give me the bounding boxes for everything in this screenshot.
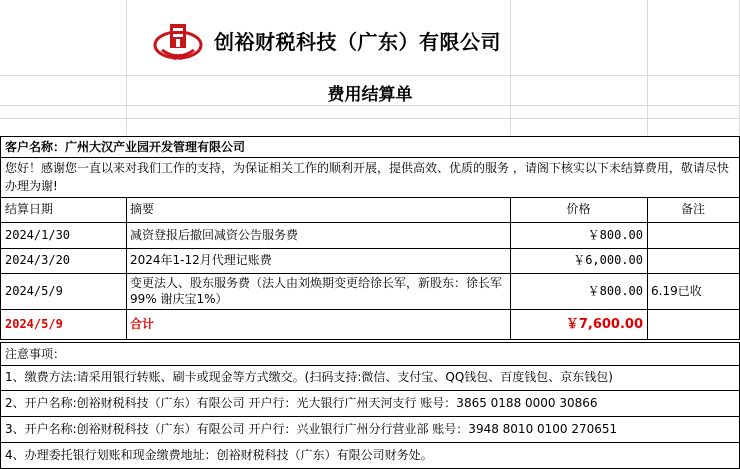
document-title: 费用结算单 [327, 84, 413, 105]
greeting-text: 您好！感谢您一直以来对我们工作的支持，为保证相关工作的顺利开展，提供高效、优质的服务 ，请阁下核实以下未结算费用，敬请尽快办理为谢! [0, 157, 740, 198]
gridline [510, 0, 511, 135]
table-row [0, 248, 740, 274]
header-remark: 备注 [647, 197, 740, 223]
note-row [0, 442, 740, 469]
customer-label: 客户名称： [5, 139, 66, 154]
svg-text:CY: CY [172, 53, 184, 62]
header-price: 价格 [510, 197, 648, 223]
gridline [0, 75, 740, 76]
row-summary: 减资登报后撤回减资公告服务费 [126, 222, 511, 249]
header-date: 结算日期 [0, 197, 127, 223]
total-row [0, 309, 740, 340]
row-date: 2024/3/20 [0, 248, 127, 274]
note-item: 1、缴费方法:请采用银行转账、刷卡或现金等方式缴交。(扫码支持:微信、支付宝、QQ钱包、百度钱包、京东钱包) [0, 365, 740, 391]
company-name: 创裕财税科技（广东）有限公司 [214, 30, 501, 54]
gridline [647, 0, 648, 135]
greeting-row [0, 157, 740, 198]
note-row [0, 416, 740, 443]
gridline [0, 118, 740, 119]
note-item: 4、办理委托银行划账和现金缴费地址：创裕财税科技（广东）有限公司财务处。 [0, 442, 740, 469]
total-price: ￥7,600.00 [510, 309, 648, 340]
customer-row [0, 136, 740, 158]
total-remark [647, 309, 740, 340]
header-summary: 摘要 [126, 197, 511, 223]
row-price: ￥800.00 [510, 273, 648, 310]
company-logo-icon [153, 20, 203, 64]
row-remark: 6.19已收 [647, 273, 740, 310]
total-date: 2024/5/9 [0, 309, 127, 340]
row-remark [647, 222, 740, 249]
notes-title: 注意事项： [0, 342, 740, 366]
note-row [0, 365, 740, 391]
customer-cell [0, 136, 740, 158]
row-summary: 2024年1-12月代理记账费 [126, 248, 511, 274]
table-row [0, 222, 740, 249]
notes-title-row [0, 342, 740, 366]
row-date: 2024/1/30 [0, 222, 127, 249]
gridline [126, 0, 127, 135]
table-header [0, 197, 740, 223]
row-remark [647, 248, 740, 274]
row-summary: 变更法人、股东服务费（法人由刘焕期变更给徐长军，新股东：徐长军99% 谢庆宝1%） [126, 273, 511, 310]
row-price: ￥800.00 [510, 222, 648, 249]
customer-name: 广州大汉产业园开发管理有限公司 [65, 139, 246, 154]
note-item: 3、开户名称:创裕财税科技（广东）有限公司 开户行：兴业银行广州分行营业部 账号：3948 8010 0100 270651 [0, 416, 740, 443]
row-price: ￥6,000.00 [510, 248, 648, 274]
total-label: 合计 [126, 309, 511, 340]
row-date: 2024/5/9 [0, 273, 127, 310]
note-item: 2、开户名称:创裕财税科技（广东）有限公司 开户行：光大银行广州天河支行 账号：3865 0188 0000 30866 [0, 390, 740, 417]
table-row [0, 273, 740, 310]
note-row [0, 390, 740, 417]
